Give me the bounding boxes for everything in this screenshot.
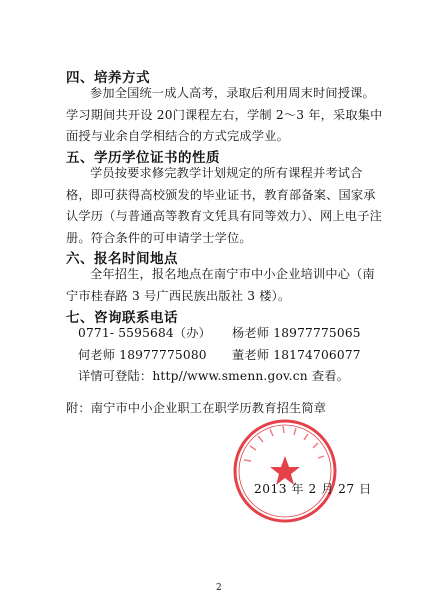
attachment-note: 附：南宁市中小企业职工在职学历教育招生简章 [66, 401, 327, 415]
section-body-4: 参加全国统一成人高考，录取后利用周末时间授课。学习期间共开设 20门课程左右，学制 2～3 年，采取集中面授与业余自学相结合的方式完成学业。 [66, 86, 383, 143]
page-number: 2 [216, 583, 222, 593]
section-heading-6: 六、报名时间地点 [66, 251, 178, 267]
contact-website: 详情可登陆：http//www.smenn.gov.cn 查看。 [78, 369, 350, 383]
section-heading-5: 五、学历学位证书的性质 [66, 150, 220, 166]
contact-teacher-yang: 杨老师 18977775065 [232, 326, 361, 340]
contact-teacher-he: 何老师 18977775080 [78, 348, 207, 362]
official-seal-stamp [230, 416, 340, 526]
section-body-6: 全年招生，报名地点在南宁市中小企业培训中心（南宁市桂春路 3 号广西民族出版社 3 楼）。 [66, 267, 375, 303]
section-heading-7: 七、咨询联系电话 [66, 310, 178, 326]
section-body-5: 学员按要求修完教学计划规定的所有课程并考试合格，即可获得高校颁发的毕业证书，教育部备案、国家承认学历（与普通高等教育文凭具有同等效力）、网上电子注册。符合条件的可申请学士学位。 [66, 166, 382, 245]
contact-teacher-dong: 董老师 18174706077 [232, 348, 361, 362]
contact-office-phone: 0771- 5595684（办） [78, 326, 212, 340]
document-date: 2013 年 2 月 27 日 [254, 482, 372, 496]
section-heading-4: 四、培养方式 [66, 70, 150, 86]
